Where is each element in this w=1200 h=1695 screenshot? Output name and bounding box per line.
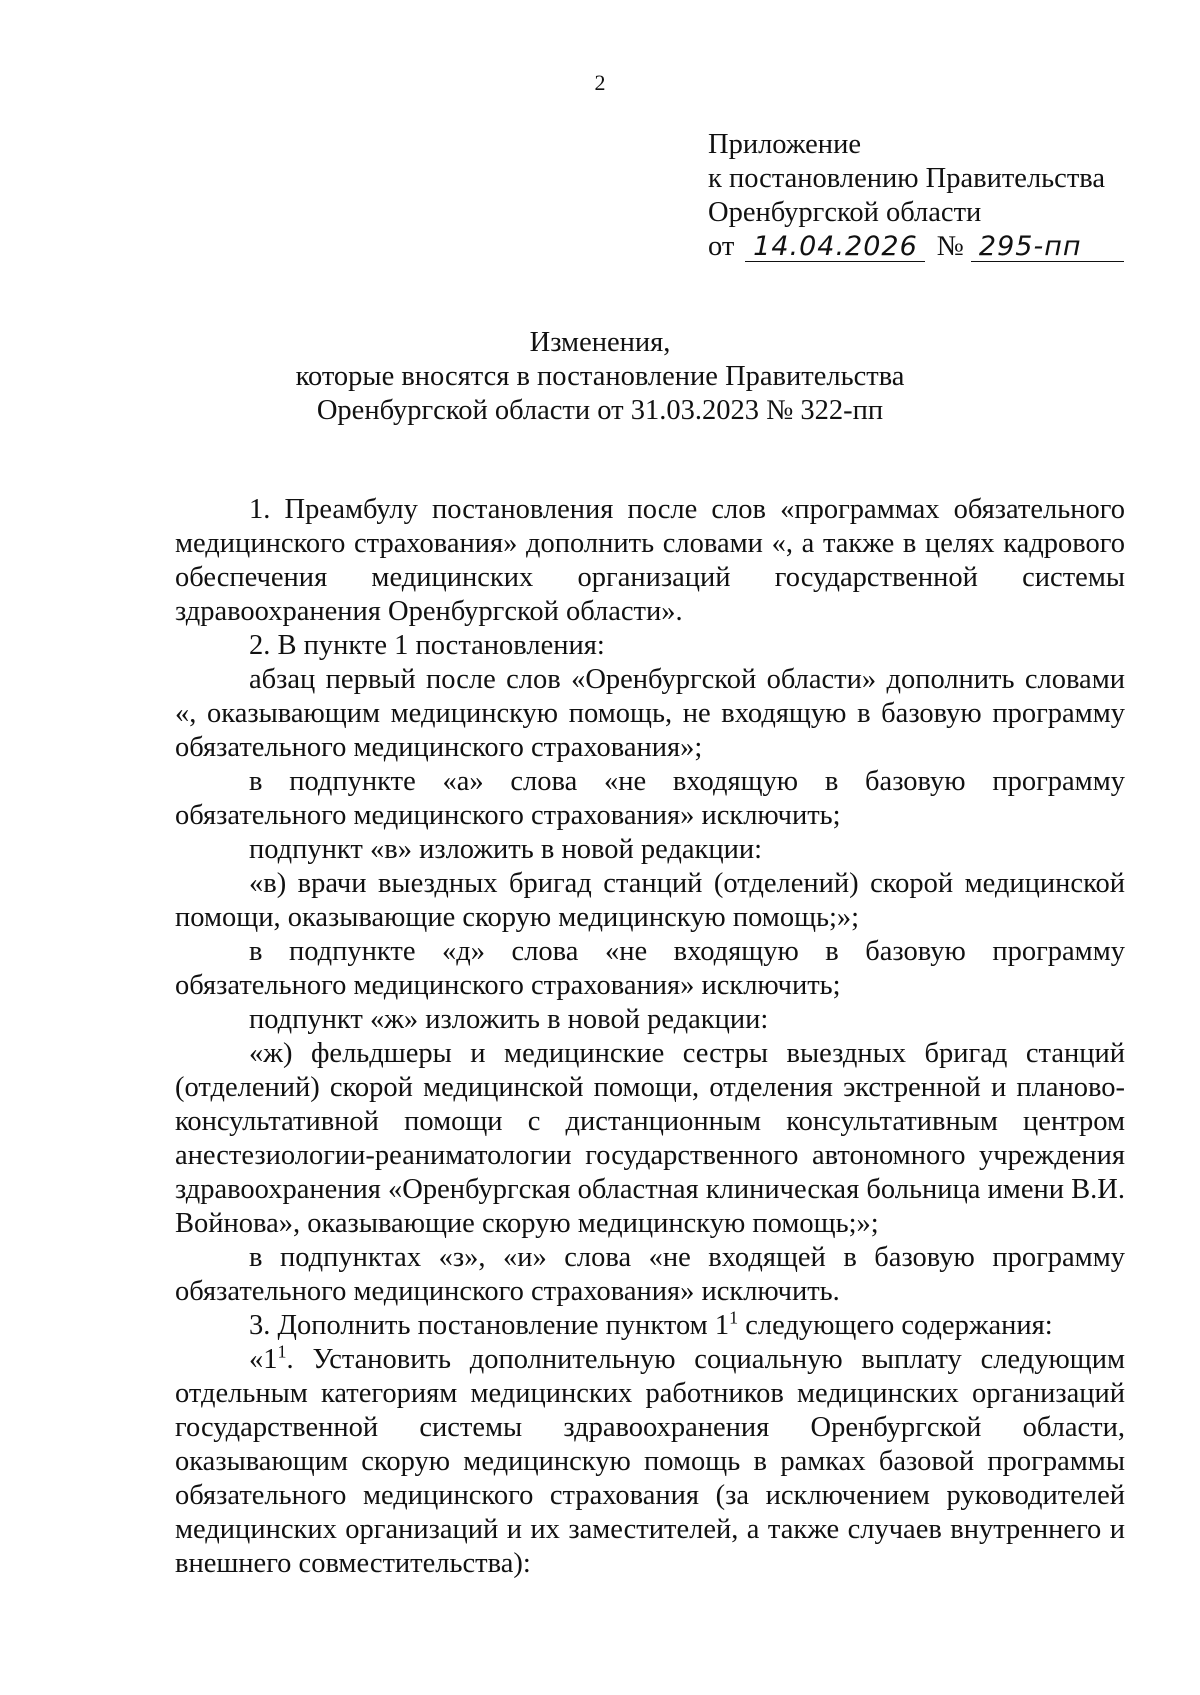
heading-line-3: Оренбургской области от 31.03.2023 № 322-пп	[316, 395, 884, 426]
paragraph-4: в подпункте «а» слова «не входящую в базовую программу обязательного медицинского страхования» исключить;	[175, 766, 1125, 831]
handwritten-number: 295-пп	[971, 233, 1124, 262]
page-number: 2	[594, 70, 606, 95]
paragraph-12-text-end: . Установить дополнительную социальную выплату следующим отдельным категориям медицинских работников медицинских организаций государственной системы здравоохранения Оренбургской области, оказывающим скорую медицинскую помощь в рамках базовой программы обязательного медицинского страхования (за исключением руководителей медицинских организаций и их заместителей, а также случаев внутреннего и внешнего совместительства):	[175, 1344, 1125, 1579]
number-sign: №	[936, 231, 964, 262]
paragraph-9: «ж) фельдшеры и медицинские сестры выездных бригад станций (отделений) скорой медицинской помощи, отделения экстренной и планово-консультативной помощи с дистанционным консультативным центром анестезиологии-реаниматологии государственного автономного учреждения здравоохранения «Оренбургская областная клиническая больница имени В.И. Войнова», оказывающие скорую медицинскую помощь;»;	[175, 1038, 1125, 1239]
heading-line-1: Изменения,	[529, 327, 671, 358]
paragraph-5: подпункт «в» изложить в новой редакции:	[249, 834, 763, 865]
paragraph-11	[175, 1309, 1125, 1343]
appendix-date-line	[708, 230, 1124, 264]
paragraph-12	[175, 1343, 1125, 1581]
date-prefix: от	[708, 231, 735, 262]
appendix-block	[708, 128, 1124, 264]
document-heading	[0, 326, 1200, 428]
paragraph-12-text-start: «1	[249, 1344, 278, 1375]
appendix-line-resolution: к постановлению Правительства	[708, 163, 1106, 194]
paragraph-1: 1. Преамбулу постановления после слов «программах обязательного медицинского страхования» дополнить словами «, а также в целях кадрового обеспечения медицинских организаций государственной системы здравоохранения Оренбургской области».	[175, 494, 1125, 627]
paragraph-8: подпункт «ж» изложить в новой редакции:	[249, 1004, 769, 1035]
heading-line-2: которые вносятся в постановление Правительства	[295, 361, 905, 392]
paragraph-2: 2. В пункте 1 постановления:	[249, 630, 605, 661]
paragraph-12-superscript: 1	[277, 1341, 287, 1362]
paragraph-11-superscript: 1	[729, 1307, 739, 1328]
appendix-line-region: Оренбургской области	[708, 197, 982, 228]
handwritten-date: 14.04.2026	[745, 233, 925, 262]
paragraph-6: «в) врачи выездных бригад станций (отделений) скорой медицинской помощи, оказывающие скорую медицинскую помощь;»;	[175, 868, 1125, 933]
appendix-title: Приложение	[708, 129, 861, 160]
document-body	[175, 493, 1125, 1581]
paragraph-11-text-start: 3. Дополнить постановление пунктом 1	[249, 1310, 730, 1341]
paragraph-10: в подпунктах «з», «и» слова «не входящей в базовую программу обязательного медицинского страхования» исключить.	[175, 1242, 1125, 1307]
paragraph-7: в подпункте «д» слова «не входящую в базовую программу обязательного медицинского страхования» исключить;	[175, 936, 1125, 1001]
paragraph-3: абзац первый после слов «Оренбургской области» дополнить словами «, оказывающим медицинскую помощь, не входящую в базовую программу обязательного медицинского страхования»;	[175, 664, 1125, 763]
paragraph-11-text-end: следующего содержания:	[738, 1310, 1053, 1341]
